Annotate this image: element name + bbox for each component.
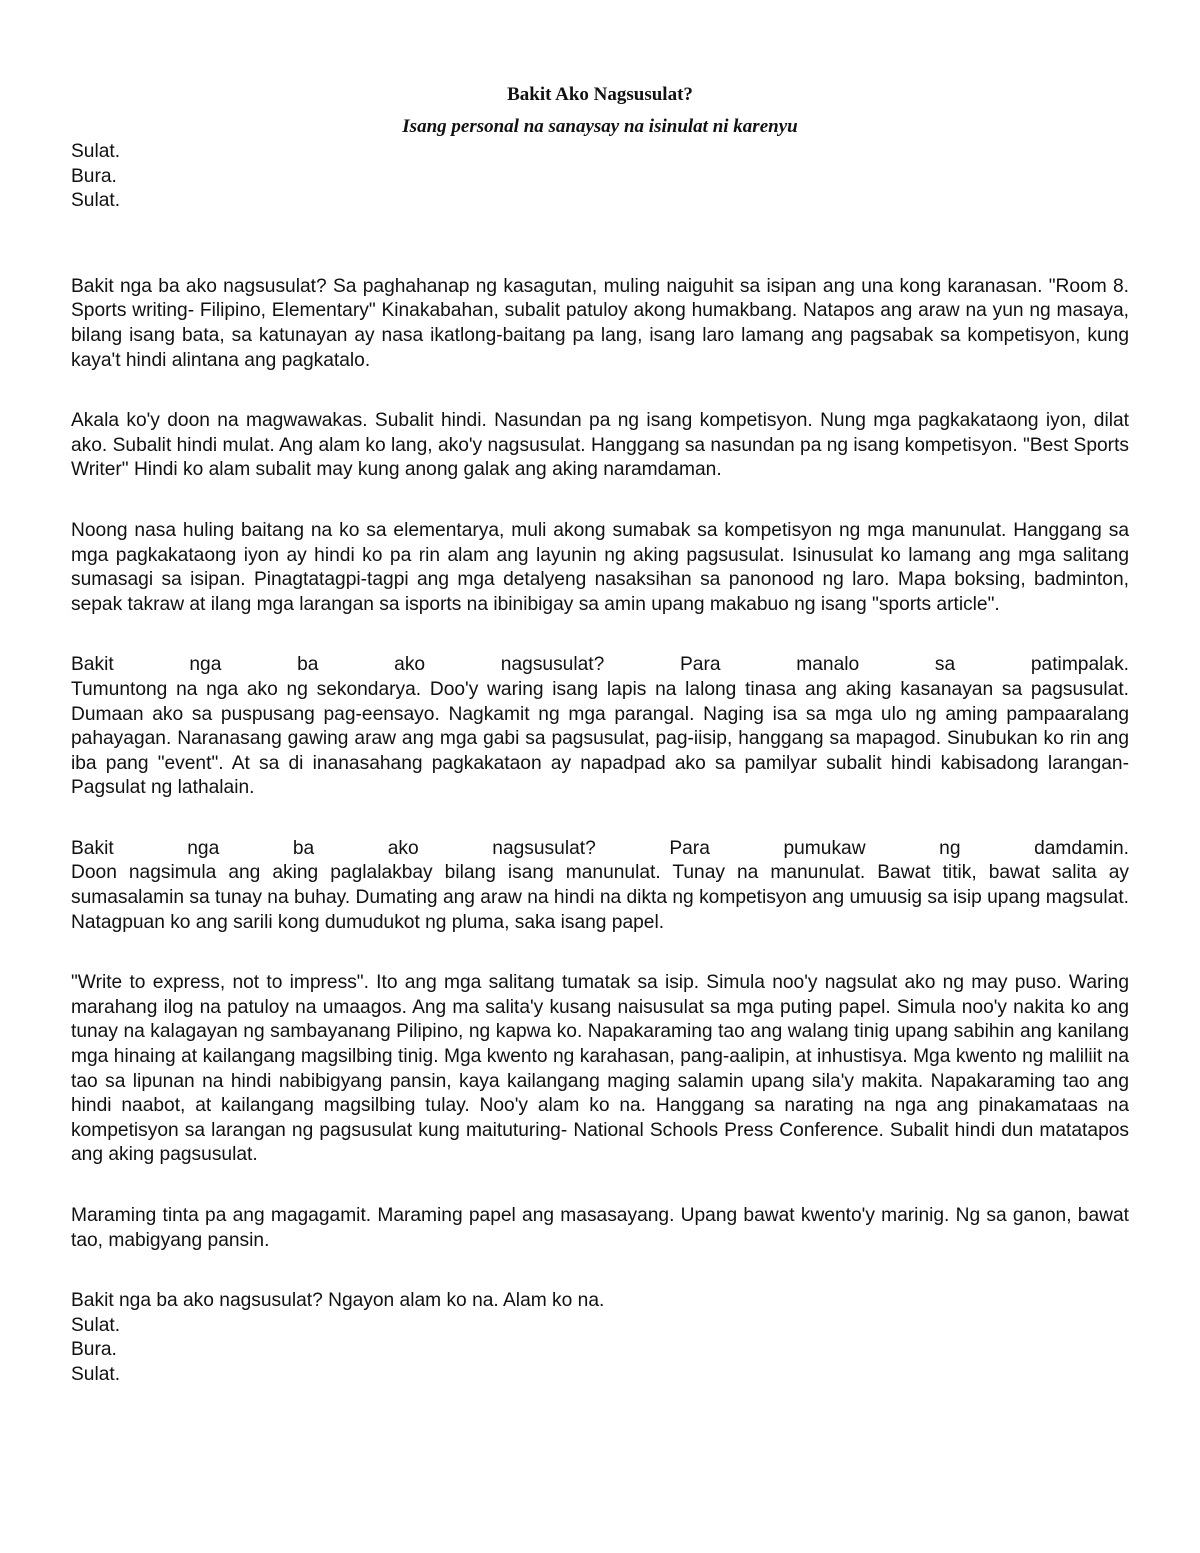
paragraph: Maraming tinta pa ang magagamit. Maraming papel ang masasayang. Upang bawat kwento'y marinig. Ng sa ganon, bawat tao, mabigyang pansin. (71, 1205, 1129, 1251)
document-title: Bakit Ako Nagsusulat? (507, 84, 693, 105)
paragraph-lead-line: Bakit nga ba ako nagsusulat? Para pumukaw ng damdamin. (71, 837, 1129, 859)
closing-line: Sulat. (71, 1314, 121, 1336)
opening-line: Bura. (71, 165, 117, 187)
paragraph: Akala ko'y doon na magwawakas. Subalit hindi. Nasundan pa ng isang kompetisyon. Nung mga pagkakataong iyon, dilat ako. Subalit hindi mulat. Ang alam ko lang, ako'y nagsusulat. Hanggang sa nasundan pa ng isang kompetisyon. "Best Sports Writer" Hindi ko alam subalit may kung anong galak ang aking naramdaman. (71, 410, 1129, 481)
closing-line: Bura. (71, 1339, 117, 1361)
paragraph: Noong nasa huling baitang na ko sa elementarya, muli akong sumabak sa kompetisyon ng mga manunulat. Hanggang sa mga pagkakataong iyon ay hindi ko pa rin alam ang layunin ng aking pagsusulat. Isinusulat ko lamang ang mga salitang sumasagi sa isipan. Pinagtatagpi-tagpi ang mga detalyeng nasaksihan sa panonood ng laro. Mapa boksing, badminton, sepak takraw at ilang mga larangan sa isports na ibinibigay sa amin upang makabuo ng isang "sports article". (71, 519, 1129, 615)
paragraph: Doon nagsimula ang aking paglalakbay bilang isang manunulat. Tunay na manunulat. Bawat titik, bawat salita ay sumasalamin sa tunay na buhay. Dumating ang araw na hindi na dikta ng kompetisyon ang umuusig sa isip upang magsulat. Natagpuan ko ang sarili kong dumudukot ng pluma, saka isang papel. (71, 862, 1129, 933)
document-subtitle: Isang personal na sanaysay na isinulat ni karenyu (402, 116, 798, 137)
paragraph-lead-line: Bakit nga ba ako nagsusulat? Para manalo sa patimpalak. (71, 654, 1129, 676)
paragraph: "Write to express, not to impress". Ito ang mga salitang tumatak sa isip. Simula noo'y nagsulat ako ng may puso. Waring marahang ilog na patuloy na umaagos. Ang ma salita'y kusang naisusulat sa mga puting papel. Simula noo'y nakita ko ang tunay na kalagayan ng sambayanang Pilipino, ng kapwa ko. Napakaraming tao ang walang tinig upang sabihin ang kanilang mga hinaing at kailangang magsilbing tinig. Mga kwento ng karahasan, pang-aalipin, at inhustisya. Mga kwento ng maliliit na tao sa lipunan na hindi nabibigyang pansin, kaya kailangang maging salamin upang sila'y makita. Napakaraming tao ang hindi naabot, at kailangang magsilbing tulay. Noo'y alam ko na. Hanggang sa narating na nga ang pinakamataas na kompetisyon sa larangan ng pagsusulat kung maituturing- National Schools Press Conference. Subalit hindi dun matatapos ang aking pagsusulat. (71, 972, 1129, 1166)
opening-line: Sulat. (71, 190, 121, 212)
closing-line: Sulat. (71, 1363, 121, 1385)
closing-line: Bakit nga ba ako nagsusulat? Ngayon alam ko na. Alam ko na. (71, 1290, 605, 1312)
opening-line: Sulat. (71, 141, 121, 162)
paragraph: Bakit nga ba ako nagsusulat? Sa paghahanap ng kasagutan, muling naiguhit sa isipan ang una kong karanasan. "Room 8. Sports writing- Filipino, Elementary" Kinakabahan, subalit patuloy akong humakbang. Natapos ang araw na yun ng masaya, bilang isang bata, sa katunayan ay nasa ikatlong-baitang pa lang, isang laro lamang ang pagsabak sa kompetisyon, kung kaya't hindi alintana ang pagkatalo. (71, 275, 1129, 371)
document-body (71, 140, 1129, 1388)
paragraph: Tumuntong na nga ako ng sekondarya. Doo'y waring isang lapis na lalong tinasa ang aking kasanayan sa pagsusulat. Dumaan ako sa puspusang pag-eensayo. Nagkamit ng mga parangal. Naging isa sa mga ulo ng aming pampaaralang pahayagan. Naranasang gawing araw ang mga gabi sa pagsusulat, pag-iisip, hanggang sa mapagod. Sinubukan ko rin ang iba pang "event". At sa di inanasahang pagkakataon ay napadpad ako sa pamilyar subalit hindi kabisadong larangan- Pagsulat ng lathalain. (71, 678, 1129, 799)
